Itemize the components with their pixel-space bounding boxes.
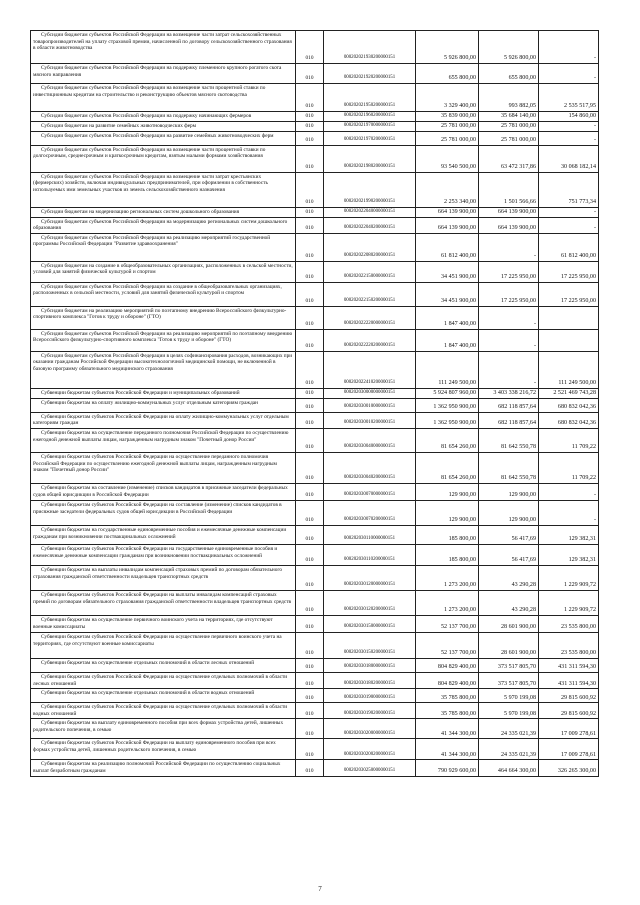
row-approved-amount: 35 785 800,00 [416,689,479,703]
table-row [31,658,599,672]
row-classification-code: 000202022410200000151 [324,351,416,388]
row-classification-code: 000202030040200000151 [324,452,416,483]
row-approved-amount: 25 781 000,00 [416,131,479,145]
row-description: Субвенции бюджетам субъектов Российской Федерации и муниципальных образований [31,388,296,398]
row-description: Субвенции бюджетам субъектов Российской Федерации на осуществление отдельных полномочий в области лесных отношений [31,672,296,688]
row-line-code: 010 [296,565,324,590]
row-description: Субвенции бюджетам на реализацию полномочий Российской Федерации по осуществлению социальных выплат безработным гражданам [31,760,296,776]
table-row [31,760,599,776]
row-approved-amount: 41 344 300,00 [416,719,479,739]
row-executed-amount: - [479,351,539,388]
row-approved-amount: 664 139 900,00 [416,207,479,217]
row-classification-code: 000202030120000000151 [324,565,416,590]
row-approved-amount: 1 362 950 900,00 [416,412,479,428]
row-line-code: 010 [296,658,324,672]
row-approved-amount: 3 329 400,00 [416,84,479,112]
row-remaining-amount: 111 249 500,00 [539,351,599,388]
row-description: Субвенции бюджетам на осуществление отдельных полномочий в области лесных отношений [31,658,296,672]
row-description: Субвенции бюджетам субъектов Российской Федерации на осуществление первичного воинского учета на территориях, где отсутствуют военные комиссариаты [31,632,296,658]
row-approved-amount: 111 249 500,00 [416,351,479,388]
row-line-code: 010 [296,412,324,428]
row-executed-amount: 3 403 338 216,72 [479,388,539,398]
row-line-code: 010 [296,452,324,483]
row-line-code: 010 [296,131,324,145]
row-executed-amount: 28 601 900,00 [479,615,539,632]
row-remaining-amount: 11 709,22 [539,428,599,452]
row-description: Субсидии бюджетам на развитие семейных животноводческих ферм [31,122,296,132]
table-row [31,351,599,388]
row-line-code: 010 [296,261,324,282]
table-row [31,483,599,500]
row-line-code: 010 [296,172,324,207]
row-approved-amount: 655 800,00 [416,64,479,84]
row-remaining-amount: - [539,64,599,84]
row-description: Субвенции бюджетам субъектов Российской Федерации на осуществление отдельных полномочий в области водных отношений [31,703,296,719]
row-approved-amount: 93 540 500,00 [416,145,479,172]
row-description: Субсидии бюджетам субъектов Российской Федерации на возмещение части процентной ставки по долгосрочным, среднесрочным и краткосрочным кредитам, взятым малыми формами хозяйствования [31,145,296,172]
row-remaining-amount: 129 382,31 [539,525,599,544]
row-approved-amount: 664 139 900,00 [416,217,479,233]
row-classification-code: 000202030070200000151 [324,500,416,525]
row-remaining-amount [539,329,599,351]
row-classification-code: 000202030150000000151 [324,615,416,632]
row-line-code: 010 [296,672,324,688]
row-classification-code: 000202030190200000151 [324,703,416,719]
row-approved-amount: 804 829 400,00 [416,672,479,688]
row-line-code: 010 [296,719,324,739]
table-row [31,388,599,398]
row-executed-amount: 63 472 317,86 [479,145,539,172]
row-remaining-amount: 2 521 469 743,28 [539,388,599,398]
row-line-code: 010 [296,615,324,632]
row-description: Субсидии бюджетам субъектов Российской Федерации на возмещение части процентной ставки по инвестиционным кредитам на строительство и реконструкцию объектов мясного скотоводства [31,84,296,112]
row-classification-code: 000202022220000000151 [324,306,416,329]
table-row [31,131,599,145]
row-classification-code: 000202030190000000151 [324,689,416,703]
row-description: Субвенции бюджетам субъектов Российской Федерации на государственные единовременные пособия и ежемесячные денежные компенсации гражданам при возникновении поствакцинальных осложнений [31,544,296,565]
row-approved-amount: 1 273 200,00 [416,565,479,590]
row-approved-amount: 1 847 400,00 [416,329,479,351]
row-classification-code: 000202030040000000151 [324,428,416,452]
table-row [31,306,599,329]
row-executed-amount: 24 335 021,39 [479,739,539,760]
row-description: Субсидии бюджетам на модернизацию региональных систем дошкольного образования [31,207,296,217]
row-executed-amount: 43 290,28 [479,590,539,615]
row-description: Субвенции бюджетам субъектов Российской Федерации на выплату единовременного пособия при всех формах устройства детей, лишенных родительского попечения, в семью [31,739,296,760]
row-description: Субсидии бюджетам субъектов Российской Федерации на модернизацию региональных систем дошкольного образования [31,217,296,233]
row-remaining-amount: 30 068 182,14 [539,145,599,172]
row-classification-code: 000202022040000000151 [324,207,416,217]
row-line-code: 010 [296,31,324,64]
row-classification-code: 000202021970200000151 [324,131,416,145]
table-row [31,329,599,351]
row-executed-amount: 81 642 550,78 [479,428,539,452]
row-classification-code: 000202030070000000151 [324,483,416,500]
row-remaining-amount: 61 812 400,00 [539,233,599,261]
table-row [31,590,599,615]
row-classification-code: 000202030200000000151 [324,719,416,739]
row-executed-amount: 664 139 900,00 [479,207,539,217]
row-remaining-amount: 2 535 517,95 [539,84,599,112]
row-description: Субвенции бюджетам субъектов Российской Федерации на выплаты инвалидам компенсаций страховых премий по договорам обязательного страхования гражданской ответственности владельцев транспортных средств [31,590,296,615]
row-executed-amount: 17 225 950,00 [479,282,539,306]
row-remaining-amount: 17 225 950,00 [539,282,599,306]
row-executed-amount: 655 800,00 [479,64,539,84]
row-remaining-amount: - [539,483,599,500]
row-approved-amount: 52 137 700,00 [416,615,479,632]
row-classification-code: 000202022040200000151 [324,217,416,233]
row-line-code: 010 [296,398,324,412]
row-classification-code: 000202021970000000151 [324,122,416,132]
row-approved-amount: 5 926 800,00 [416,31,479,64]
row-description: Субвенции бюджетам на выплату единовременного пособия при всех формах устройства детей, лишенных родительского попечения, в семью [31,719,296,739]
row-executed-amount: - [479,306,539,329]
row-remaining-amount: - [539,207,599,217]
table-row [31,565,599,590]
row-executed-amount: 35 684 140,00 [479,112,539,122]
row-remaining-amount: 23 535 800,00 [539,615,599,632]
row-approved-amount: 34 451 900,00 [416,282,479,306]
row-approved-amount: 34 451 900,00 [416,261,479,282]
row-remaining-amount: 129 382,31 [539,544,599,565]
row-description: Субвенции бюджетам субъектов Российской Федерации на составление (изменение) списков кандидатов в присяжные заседатели федеральных судов общей юрисдикции в Российской Федерации [31,500,296,525]
table-row [31,31,599,64]
row-executed-amount: 56 417,69 [479,544,539,565]
row-executed-amount: 5 970 199,08 [479,689,539,703]
row-remaining-amount: 680 832 042,36 [539,398,599,412]
row-executed-amount: - [479,329,539,351]
row-description: Субвенции бюджетам субъектов Российской Федерации на оплату жилищно-коммунальных услуг отдельным категориям граждан [31,412,296,428]
row-description: Субсидии бюджетам субъектов Российской Федерации на создание в общеобразовательных организациях, расположенных в сельской местности, условий для занятий физической культурой и спортом [31,282,296,306]
row-line-code: 010 [296,388,324,398]
table-row [31,282,599,306]
row-line-code: 010 [296,703,324,719]
row-line-code: 010 [296,306,324,329]
table-row [31,84,599,112]
row-line-code: 010 [296,122,324,132]
row-description: Субвенции бюджетам на осуществление переданного полномочия Российской Федерации по осуществлению ежегодной денежной выплаты лицам, награжденным нагрудным знаком "Почетный донор России" [31,428,296,452]
row-description: Субвенции бюджетам на составление (изменение) списков кандидатов в присяжные заседатели федеральных судов общей юрисдикции в Российской Федерации [31,483,296,500]
row-line-code: 010 [296,544,324,565]
row-line-code: 010 [296,739,324,760]
row-executed-amount: - [479,233,539,261]
table-row [31,739,599,760]
row-executed-amount: 5 926 800,00 [479,31,539,64]
row-remaining-amount: 1 229 909,72 [539,565,599,590]
row-executed-amount: 17 225 950,00 [479,261,539,282]
row-approved-amount: 25 781 000,00 [416,122,479,132]
row-remaining-amount: 17 009 278,61 [539,719,599,739]
table-row [31,452,599,483]
row-executed-amount: 81 642 550,78 [479,452,539,483]
row-classification-code: 000202030000000000151 [324,388,416,398]
row-line-code: 010 [296,217,324,233]
budget-execution-table [30,30,599,777]
row-classification-code: 000202030010200000151 [324,412,416,428]
row-remaining-amount: 29 815 600,92 [539,689,599,703]
row-executed-amount: 993 882,05 [479,84,539,112]
row-remaining-amount: 23 535 800,00 [539,632,599,658]
table-row [31,145,599,172]
table-row [31,544,599,565]
row-remaining-amount [539,306,599,329]
table-row [31,398,599,412]
row-description: Субвенции бюджетам на оплату жилищно-коммунальных услуг отдельным категориям граждан [31,398,296,412]
row-remaining-amount: 1 229 909,72 [539,590,599,615]
row-line-code: 010 [296,632,324,658]
row-classification-code: 000202021920200000151 [324,64,416,84]
row-line-code: 010 [296,428,324,452]
table-row [31,632,599,658]
row-remaining-amount: 431 311 594,30 [539,658,599,672]
table-row [31,172,599,207]
row-executed-amount: 682 118 857,64 [479,398,539,412]
row-approved-amount: 1 362 950 900,00 [416,398,479,412]
row-approved-amount: 1 273 200,00 [416,590,479,615]
row-approved-amount: 35 839 000,00 [416,112,479,122]
row-approved-amount: 790 929 600,00 [416,760,479,776]
row-description: Субсидии бюджетам субъектов Российской Федерации на возмещение части затрат сельскохозяйственных товаропроизводителей на уплату страховой премии, начисленной по договору сельскохозяйственного страхования в области животноводства [31,31,296,64]
row-remaining-amount: - [539,500,599,525]
row-classification-code: 000202021980200000151 [324,145,416,172]
table-row [31,217,599,233]
row-description: Субвенции бюджетам на осуществление первичного воинского учета на территориях, где отсутствуют военные комиссариаты [31,615,296,632]
table-row [31,672,599,688]
row-description: Субсидии бюджетам субъектов Российской Федерации на поддержку начинающих фермеров [31,112,296,122]
row-description: Субвенции бюджетам на государственные единовременные пособия и ежемесячные денежные компенсации гражданам при возникновении поствакцинальных осложнений [31,525,296,544]
row-executed-amount: 56 417,69 [479,525,539,544]
row-remaining-amount: - [539,131,599,145]
row-classification-code: 000202022080200000151 [324,233,416,261]
row-classification-code: 000202030110200000151 [324,544,416,565]
row-approved-amount: 129 900,00 [416,483,479,500]
row-classification-code: 000202021990200000151 [324,172,416,207]
row-approved-amount: 81 654 260,00 [416,452,479,483]
table-row [31,428,599,452]
row-line-code: 010 [296,760,324,776]
row-approved-amount: 185 800,00 [416,525,479,544]
row-line-code: 010 [296,112,324,122]
page-number: 7 [318,885,322,893]
row-line-code: 010 [296,590,324,615]
table-row [31,261,599,282]
row-classification-code: 000202030180200000151 [324,672,416,688]
row-remaining-amount: 154 860,00 [539,112,599,122]
row-classification-code: 000202030120200000151 [324,590,416,615]
row-classification-code: 000202021960200000151 [324,112,416,122]
row-executed-amount: 25 781 000,00 [479,122,539,132]
row-description: Субсидии бюджетам на реализацию мероприятий по поэтапному внедрению Всероссийского физкультурно-спортивного комплекса "Готов к труду и обороне" (ГТО) [31,306,296,329]
row-classification-code: 000202030110000000151 [324,525,416,544]
row-description: Субсидии бюджетам субъектов Российской Федерации в целях софинансирования расходов, возникающих при оказании гражданам Российской Федерации высокотехнологичной медицинской помощи, не включенной в базовую программу обязательного медицинского страхования [31,351,296,388]
row-line-code: 010 [296,207,324,217]
row-approved-amount: 129 900,00 [416,500,479,525]
row-approved-amount: 185 800,00 [416,544,479,565]
row-approved-amount: 1 847 400,00 [416,306,479,329]
row-description: Субвенции бюджетам на выплаты инвалидам компенсаций страховых премий по договорам обязательного страхования гражданской ответственности владельцев транспортных средств [31,565,296,590]
row-classification-code: 000202022220200000151 [324,329,416,351]
row-executed-amount: 464 664 300,00 [479,760,539,776]
table-row [31,112,599,122]
row-approved-amount: 35 785 800,00 [416,703,479,719]
row-classification-code: 000202022150000000151 [324,261,416,282]
row-executed-amount: 43 290,28 [479,565,539,590]
row-line-code: 010 [296,64,324,84]
row-remaining-amount: 326 265 300,00 [539,760,599,776]
row-approved-amount: 2 253 340,00 [416,172,479,207]
row-description: Субсидии бюджетам субъектов Российской Федерации на реализацию мероприятий государственной программы Российской Федерации "Развитие здравоохранения" [31,233,296,261]
row-approved-amount: 41 344 300,00 [416,739,479,760]
row-remaining-amount: 680 832 042,36 [539,412,599,428]
row-remaining-amount: 17 225 950,00 [539,261,599,282]
table-row [31,412,599,428]
row-line-code: 010 [296,145,324,172]
row-description: Субвенции бюджетам на осуществление отдельных полномочий в области водных отношений [31,689,296,703]
row-classification-code: 000202030150200000151 [324,632,416,658]
row-executed-amount: 25 781 000,00 [479,131,539,145]
row-description: Субсидии бюджетам субъектов Российской Федерации на реализацию мероприятий по поэтапному внедрению Всероссийского физкультурно-спортивного комплекса "Готов к труду и обороне" (ГТО) [31,329,296,351]
row-remaining-amount: - [539,217,599,233]
table-row [31,64,599,84]
table-row [31,719,599,739]
table-row [31,500,599,525]
row-remaining-amount: - [539,31,599,64]
row-line-code: 010 [296,233,324,261]
row-executed-amount: 129 900,00 [479,483,539,500]
row-executed-amount: 1 501 566,66 [479,172,539,207]
row-executed-amount: 373 517 805,70 [479,672,539,688]
row-description: Субвенции бюджетам субъектов Российской Федерации на осуществление переданного полномочия Российской Федерации по осуществлению ежегодной денежной выплаты лицам, награжденным нагрудным знаком "Почетный донор России" [31,452,296,483]
row-classification-code: 000202021950200000151 [324,84,416,112]
row-line-code: 010 [296,500,324,525]
row-remaining-amount: - [539,122,599,132]
row-approved-amount: 804 829 400,00 [416,658,479,672]
row-classification-code: 000202030010000000151 [324,398,416,412]
row-remaining-amount: 751 773,34 [539,172,599,207]
table-row [31,615,599,632]
row-description: Субсидии бюджетам на создание в общеобразовательных организациях, расположенных в сельской местности, условий для занятий физической культурой и спортом [31,261,296,282]
row-executed-amount: 28 601 900,00 [479,632,539,658]
row-approved-amount: 81 654 260,00 [416,428,479,452]
row-remaining-amount: 431 311 594,30 [539,672,599,688]
row-remaining-amount: 29 815 600,92 [539,703,599,719]
row-remaining-amount: 17 009 278,61 [539,739,599,760]
row-line-code: 010 [296,329,324,351]
table-row [31,525,599,544]
row-approved-amount: 5 924 807 960,00 [416,388,479,398]
row-classification-code: 000202030200200000151 [324,739,416,760]
row-approved-amount: 52 137 700,00 [416,632,479,658]
table-row [31,233,599,261]
row-line-code: 010 [296,351,324,388]
row-executed-amount: 373 517 805,70 [479,658,539,672]
row-line-code: 010 [296,483,324,500]
table-row [31,207,599,217]
row-line-code: 010 [296,525,324,544]
table-row [31,703,599,719]
row-executed-amount: 682 118 857,64 [479,412,539,428]
row-line-code: 010 [296,282,324,306]
row-executed-amount: 664 139 900,00 [479,217,539,233]
row-executed-amount: 129 900,00 [479,500,539,525]
table-row [31,122,599,132]
row-classification-code: 000202030180000000151 [324,658,416,672]
row-line-code: 010 [296,84,324,112]
row-description: Субсидии бюджетам субъектов Российской Федерации на развитие семейных животноводческих ферм [31,131,296,145]
table-row [31,689,599,703]
row-remaining-amount: 11 709,22 [539,452,599,483]
row-executed-amount: 24 335 021,39 [479,719,539,739]
row-description: Субсидии бюджетам субъектов Российской Федерации на возмещение части затрат крестьянских (фермерских) хозяйств, включая индивидуальных предпринимателей, при оформлении в собственность используемых ими земельных участков из земель сельскохозяйственного назначения [31,172,296,207]
row-classification-code: 000202022150200000151 [324,282,416,306]
row-line-code: 010 [296,689,324,703]
row-approved-amount: 61 812 400,00 [416,233,479,261]
row-description: Субсидии бюджетам субъектов Российской Федерации на поддержку племенного крупного рогатого скота мясного направления [31,64,296,84]
row-classification-code: 000202021930200000151 [324,31,416,64]
row-executed-amount: 5 970 199,08 [479,703,539,719]
row-classification-code: 000202030250000000151 [324,760,416,776]
